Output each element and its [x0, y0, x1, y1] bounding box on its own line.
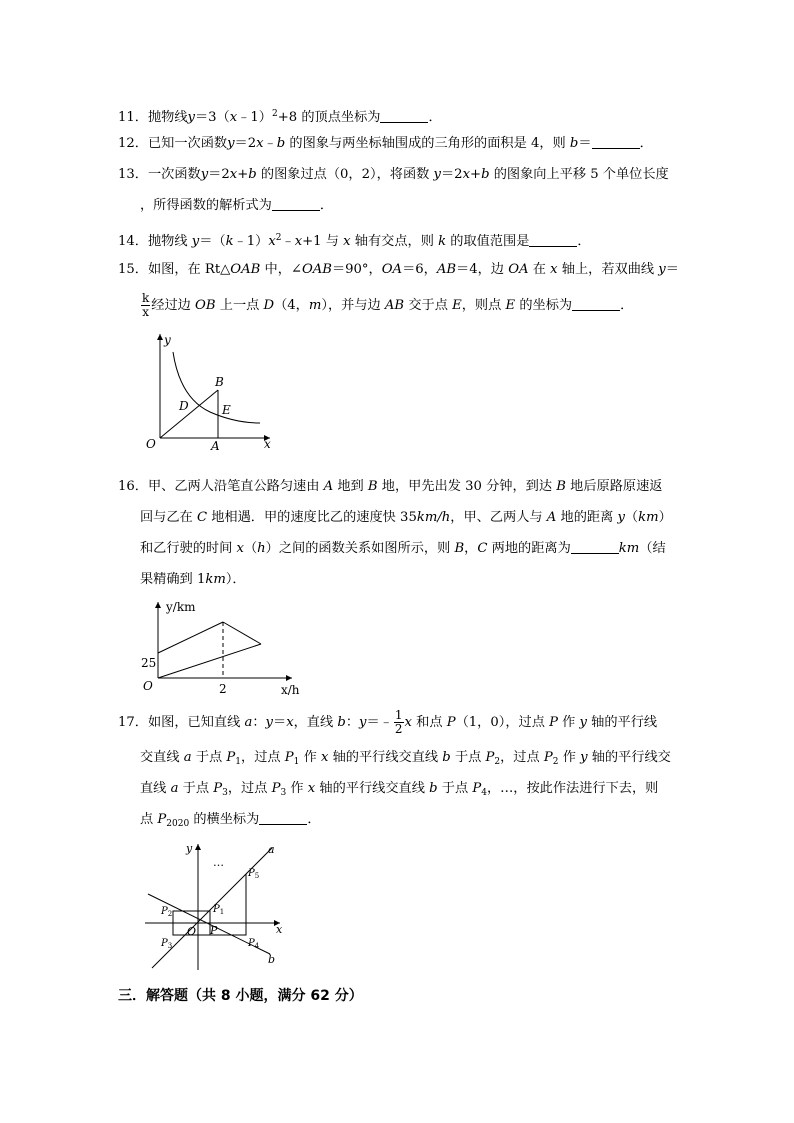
- answer-blank: [571, 539, 619, 554]
- axis-x-label: x: [276, 923, 283, 936]
- question-17-line-3: 直线 a 于点 $P_3$，过点 $P_3$ 作 x 轴的平行线交直线 b 于点 $P_4$，…，按此作法进行下去，则: [140, 781, 659, 798]
- question-16-line-3: 和乙行驶的时间 x（h）之间的函数关系如图所示，则 B，C 两地的距离为 km（结: [140, 541, 666, 556]
- question-15-line-2: $\frac{k}{x}$ 经过边 OB 上一点 D（4，m），并与边 AB 交于点 E，则点 E 的坐标为 ．: [142, 291, 634, 319]
- label-B: B: [215, 375, 224, 389]
- question-15: 15．如图，在 Rt△OAB 中，∠OAB＝90°，OA＝6，AB＝4，边 OA 在 x 轴上，若双曲线 y＝: [118, 262, 679, 277]
- label-O: O: [143, 679, 153, 693]
- question-11: 11．抛物线y＝3（x﹣1）$^2$+8 的顶点坐标为 ．: [118, 109, 442, 125]
- label-P4: $P_4$: [248, 938, 260, 950]
- label-line-b: b: [268, 953, 276, 966]
- figure-q17: [140, 840, 290, 975]
- figure-q16: [140, 598, 310, 698]
- fraction-k-over-x: $\frac{k}{x}$: [142, 291, 150, 319]
- question-17-line-4: 点 $P_{2020}$ 的横坐标为 ．: [140, 812, 321, 829]
- answer-blank: [259, 810, 307, 825]
- question-13-line-2: ，所得函数的解析式为 ．: [140, 198, 334, 213]
- question-14: 14．抛物线 $y=(k﹣1)x^2﹣x+1$ 与 x 轴有交点，则 k 的取值范围是 ．: [118, 233, 591, 249]
- section-heading: 三．解答题（共 8 小题，满分 62 分）: [118, 988, 363, 1004]
- tick-2: 2: [219, 682, 227, 696]
- axis-y-label: y/km: [166, 600, 196, 614]
- figure-q15: [140, 330, 280, 460]
- axis-y-label: y: [164, 333, 171, 347]
- answer-blank: [380, 108, 428, 123]
- answer-blank: [572, 296, 620, 311]
- question-12: 12．已知一次函数y＝2x﹣b 的图象与两坐标轴围成的三角形的面积是 4，则 b＝ ．: [118, 136, 653, 151]
- axis-y-label: y: [186, 842, 193, 855]
- question-17: 17．如图，已知直线 a：y＝x，直线 b：y＝﹣ $\frac{1}{2}$ x 和点 P（1，0），过点 P 作 y 轴的平行线: [118, 708, 658, 736]
- question-17-line-2: 交直线 a 于点 $P_1$，过点 $P_1$ 作 x 轴的平行线交直线 b 于点 $P_2$，过点 $P_2$ 作 y 轴的平行线交: [140, 750, 671, 767]
- tick-25: 25: [141, 656, 157, 670]
- question-16-line-4: 果精确到 1km）．: [140, 572, 246, 587]
- label-P2: $P_2$: [161, 906, 173, 918]
- question-16: 16．甲、乙两人沿笔直公路匀速由 A 地到 B 地，甲先出发 30 分钟，到达 B 地后原路原速返: [118, 479, 663, 494]
- label-O: O: [187, 925, 197, 938]
- question-16-line-2: 回与乙在 C 地相遇．甲的速度比乙的速度快 35km/h，甲、乙两人与 A 地的距离 y（km）: [140, 510, 672, 525]
- label-A: A: [211, 439, 220, 453]
- label-E: E: [222, 403, 231, 417]
- label-P1: $P_1$: [213, 904, 225, 916]
- question-13: 13．一次函数y＝2x+b 的图象过点（0，2），将函数 y＝2x+b 的图象向上平移 5 个单位长度: [118, 167, 669, 182]
- dots: …: [213, 856, 224, 869]
- answer-blank: [592, 134, 640, 149]
- label-O: O: [146, 437, 156, 451]
- answer-blank: [272, 196, 320, 211]
- label-line-a: a: [268, 843, 275, 856]
- label-P: P: [210, 924, 218, 937]
- fraction-one-half: $\frac{1}{2}$: [394, 708, 403, 736]
- label-P3: $P_3$: [161, 938, 173, 950]
- axis-x-label: x/h: [281, 683, 300, 697]
- label-P5: $P_5$: [248, 868, 260, 880]
- axis-x-label: x: [264, 437, 271, 451]
- label-D: D: [179, 399, 189, 413]
- answer-blank: [529, 232, 577, 247]
